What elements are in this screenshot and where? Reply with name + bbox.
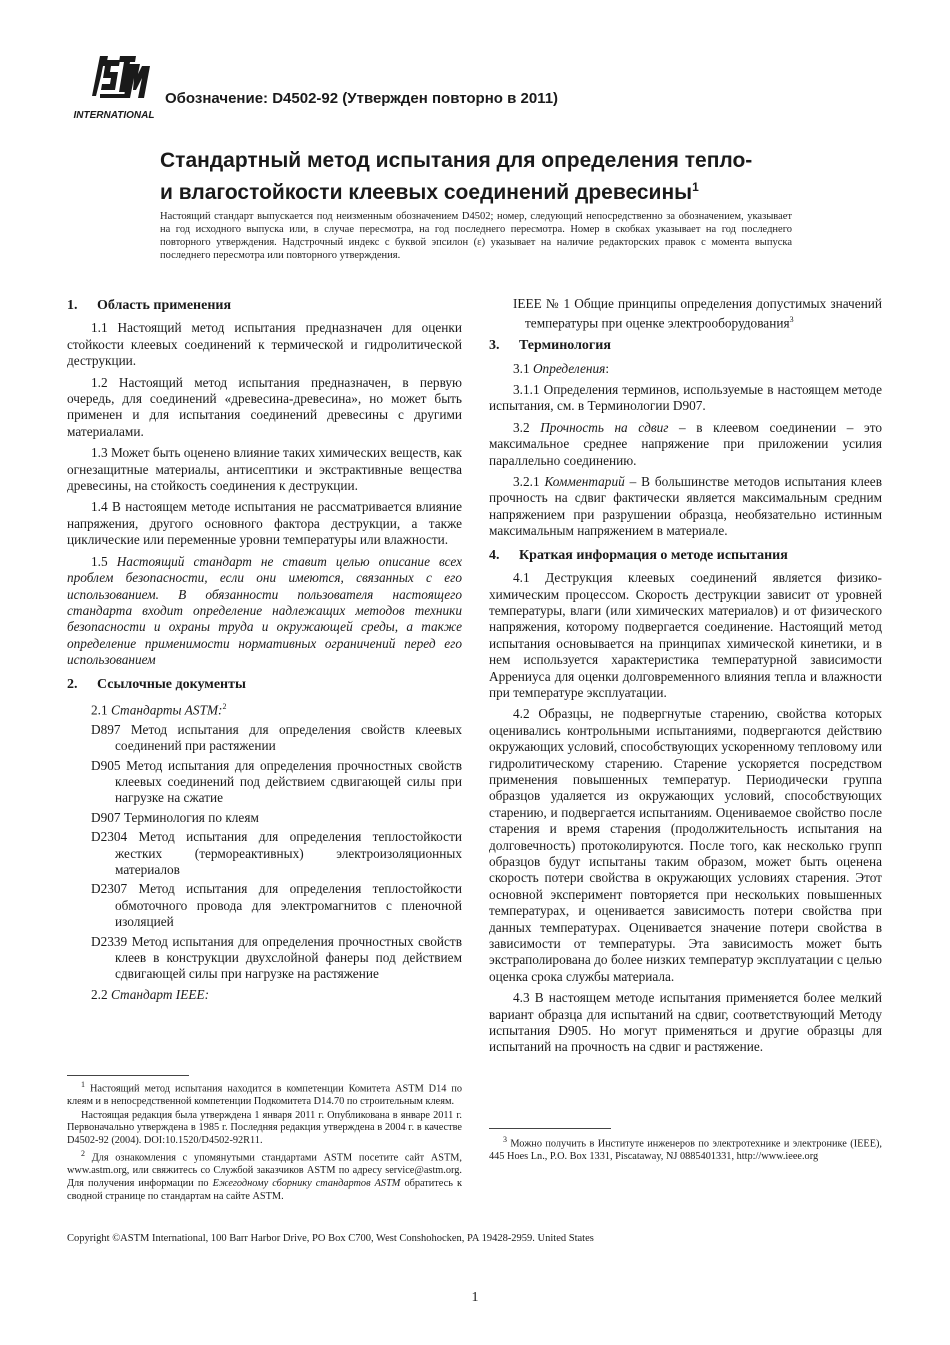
- designation-notice: Настоящий стандарт выпускается под неизменным обозначением D4502; номер, следующий непосредственно за обозначением, указывает на год исходного выпуска или, в случае пересмотра, на год последнего пересмотра. Номер в скобках указывает на год последнего повторного утверждения. Надстрочный индекс с буквой эпсилон (ε) указывает на наличие редакторских правок с момента выпуска последнего пересмотра или повторного утверждения.: [160, 211, 792, 261]
- section-4-heading: 4. Краткая информация о методе испытания: [489, 547, 788, 563]
- footnote-1: $^1$ Настоящий метод испытания находится в компетенции Комитета ASTM D14 по клеям и в непосредственной компетенции Подкомитета D14.70 по строительным клеям.: [67, 1080, 462, 1108]
- footnote-divider-right: [489, 1128, 611, 1129]
- para-1-4: 1.4 В настоящем методе испытания не рассматривается влияние напряжения, другого основного фактора деструкции, а также циклические или переменные уровни температуры или влажности.: [67, 499, 462, 548]
- ref-d897: D897 Метод испытания для определения свойств клеевых соединений при растяжении: [91, 721, 462, 754]
- para-4-3: 4.3 В настоящем методе испытания применяется более мелкий вариант образца для испытаний на сдвиг, соответствующий Методу испытания D905. Но могут применяться и другие образцы для испытаний на прочность на сдвиг и растяжение.: [489, 990, 882, 1055]
- footnote-1-revision: Настоящая редакция была утверждена 1 января 2011 г. Опубликована в январе 2011 г. Первоначально утверждена в 1985 г. Последняя редакция утверждена в 2004 г. в качестве D4502-92 (2004). DOI:10.1520/D4502-92R11.: [67, 1109, 462, 1146]
- astm-logo: [70, 50, 158, 122]
- title-line-1: Стандартный метод испытания для определения тепло-: [160, 149, 753, 172]
- para-1-5: 1.5 Настоящий стандарт не ставит целью описание всех проблем безопасности, если они имеются, связанных с его использованием. В обязанности пользователя настоящего стандарта входит определение надлежащих методов техники безопасности и охраны труда и окружающей среды, а также определение применимости нормативных ограничений перед его использованием: [67, 553, 462, 668]
- page-number: 1: [471, 1290, 479, 1305]
- para-2-2: 2.2 Стандарт IEEE:: [91, 986, 210, 1002]
- left-column: [67, 296, 462, 1006]
- para-4-1: 4.1 Деструкция клеевых соединений является физико-химическим процессом. Скорость деструкции зависит от уровней температуры, влаги (или химических материалов) и от физического напряжения, которому подвергается соединение. Настоящий метод испытания основывается на принципах химической кинетики, и в нем используется характеристика температурной зависимости Аррениуса для оценки долговременного влияния тепла и влажности при температуре эксплуатации.: [489, 570, 882, 700]
- para-2-1: 2.1 Стандарты ASTM:$^2$: [91, 701, 227, 718]
- ref-d2304: D2304 Метод испытания для определения теплостойкости жестких (термореактивных) электроизоляционных материалов: [91, 829, 462, 878]
- ref-ieee-1: IEEE № 1 Общие принципы определения допустимых значений температуры при оценке электрооборудования$^3$: [513, 296, 882, 331]
- logo-text: INTERNATIONAL: [73, 110, 155, 121]
- section-2-heading: 2. Ссылочные документы: [67, 676, 246, 692]
- para-1-2: 1.2 Настоящий метод испытания предназначен, в первую очередь, для соединений «древесина-древесина», но может быть применен и для испытания соединений древесины с другими материалами.: [67, 374, 462, 439]
- right-column: [489, 296, 882, 1061]
- footnote-3: $^3$ Можно получить в Институте инженеров по электротехнике и электронике (IEEE), 445 Hoes Ln., P.O. Box 1331, Piscataway, NJ 0885401331, http://www.ieee.org: [489, 1135, 882, 1163]
- para-3-2-1: 3.2.1 Комментарий – В большинстве методов испытания клеев прочность на сдвиг фактически является максимальным средним напряжением при разрушении образца, необязательно истинным максимальным напряжением в материале.: [489, 474, 882, 539]
- footnotes-left: [67, 1079, 462, 1204]
- para-3-1: 3.1 Определения:: [513, 360, 610, 376]
- ref-d2339: D2339 Метод испытания для определения прочностных свойств клеев в конструкции двухслойной фанеры под действием сдвигающей силы при нагрузке на растяжение: [91, 933, 462, 982]
- title-footnote-ref: 1: [692, 180, 699, 194]
- para-3-2: 3.2 Прочность на сдвиг – в клеевом соединении – это максимальное среднее напряжение при приложении усилия параллельно соединению.: [489, 419, 882, 468]
- document-title: [160, 148, 820, 206]
- title-line-2: и влагостойкости клеевых соединений древесины: [160, 181, 693, 204]
- para-1-1: 1.1 Настоящий метод испытания предназначен для оценки стойкости клеевых соединений к термической и гидролитической деструкции.: [67, 320, 462, 369]
- section-1-heading: 1. Область применения: [67, 298, 232, 313]
- section-3-heading: 3. Терминология: [489, 338, 611, 354]
- copyright: Copyright ©ASTM International, 100 Barr Harbor Drive, PO Box C700, West Conshohocken, PA 19428-2959. United States: [67, 1233, 594, 1244]
- ref-d905: D905 Метод испытания для определения прочностных свойств клеевых соединений под действием сдвигающей силы при нагрузке на сжатие: [91, 757, 462, 806]
- footnote-divider-left: [67, 1075, 189, 1076]
- para-1-3: 1.3 Может быть оценено влияние таких химических веществ, как огнезащитные материалы, антисептики и экстрактивные вещества древесины, на стойкость соединения к деструкции.: [67, 445, 462, 494]
- ref-d907: D907 Терминология по клеям: [91, 809, 259, 825]
- footnotes-right: [489, 1134, 882, 1165]
- designation: Обозначение: D4502-92 (Утвержден повторно в 2011): [165, 90, 559, 107]
- ref-d2307: D2307 Метод испытания для определения теплостойкости обмоточного провода для электромагнитов с пленочной изоляцией: [91, 881, 462, 930]
- para-3-1-1: 3.1.1 Определения терминов, используемые в настоящем методе испытания, см. в Терминологии D907.: [489, 382, 882, 414]
- para-4-2: 4.2 Образцы, не подвергнутые старению, свойства которых оценивались контрольными испытаниями, подвергаются действию окружающих условий, способствующих ускоренному тепловому или гидролитическому старению. Старение ускоряется посредством применения повышенных температур. Периодически группа образцов удаляется из окружающих условий, способствующих старению, и подвергается испытаниям. Оцениваемое свойство после старения и время старения (продолжительность испытания на долговечность) протоколируются. После того, как несколько групп образцов будут испытаны таким образом, может быть оценена скорость потери свойства в окружающих условиях старения. Этот основной эксперимент повторяется при нескольких повышенных температурах, и оценивается зависимость потери свойства при данных температурах. Оценивается значение потери свойства в зависимости от температуры. Эта зависимость может быть экстраполирована до более низких температур эксплуатации с целью оценка срока службы материала.: [489, 706, 882, 984]
- footnote-2: $^2$ Для ознакомления с упомянутыми стандартами ASTM посетите сайт ASTM, www.astm.org, или свяжитесь со Службой заказчиков ASTM по адресу service@astm.org. Для получения информации по Ежегодному сборнику стандартов ASTM обратитесь к сводной странице по стандартам на сайте ASTM.: [67, 1149, 462, 1202]
